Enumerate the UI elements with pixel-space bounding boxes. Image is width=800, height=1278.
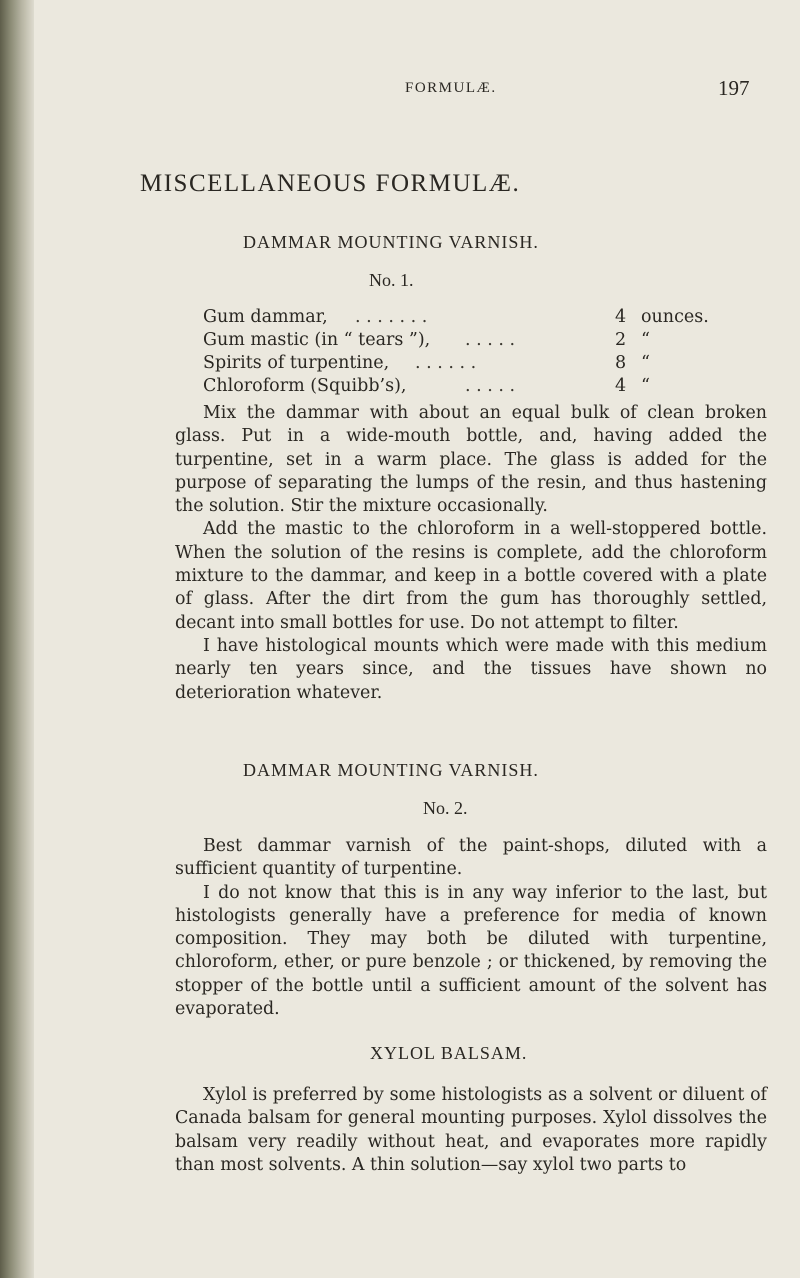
ingredient-unit: “ bbox=[641, 330, 650, 350]
paragraph: Best dammar varnish of the paint-shops, diluted with a sufficient quantity of turpentine. bbox=[175, 836, 767, 880]
ingredient-name: Spirits of turpentine, bbox=[203, 353, 390, 373]
section-heading-dammar-1: DAMMAR MOUNTING VARNISH. bbox=[243, 232, 539, 252]
section-number-1: No. 1. bbox=[369, 270, 414, 290]
ingredient-name: Gum mastic (in “ tears ”), bbox=[203, 330, 431, 350]
paragraph: I do not know that this is in any way inferior to the last, but histologists generally have a preference for media of known composition. They may both be diluted with turpentine, chloroform, ether, or pure benzole ; or thickened, by removing the stopper of the bottle until a sufficient amount of the solvent has evaporated. bbox=[175, 882, 767, 1020]
ingredient-quantity: 8 bbox=[615, 353, 627, 373]
section-heading-xylol: XYLOL BALSAM. bbox=[370, 1043, 528, 1063]
leader-dots: . . . . . . . bbox=[355, 307, 428, 327]
ingredient-quantity: 4 bbox=[615, 307, 627, 327]
running-head: FORMULÆ. bbox=[405, 80, 497, 96]
leader-dots: . . . . . . bbox=[415, 353, 477, 373]
page-number: 197 bbox=[718, 76, 750, 100]
ingredient-unit: “ bbox=[641, 353, 650, 373]
paragraph: I have histological mounts which were made with this medium nearly ten years since, and the tissues have shown no deterioration whatever. bbox=[175, 635, 767, 703]
ingredient-row bbox=[203, 352, 763, 375]
ingredient-row bbox=[203, 329, 763, 352]
section-2-body bbox=[175, 835, 767, 1021]
leader-dots: . . . . . bbox=[465, 376, 516, 396]
ingredient-quantity: 4 bbox=[615, 376, 627, 396]
section-number-2: No. 2. bbox=[423, 798, 468, 818]
ingredient-name: Gum dammar, bbox=[203, 307, 328, 327]
leader-dots: . . . . . bbox=[465, 330, 516, 350]
ingredient-row bbox=[203, 375, 763, 398]
section-1-body bbox=[175, 402, 767, 705]
paragraph: Mix the dammar with about an equal bulk of clean broken glass. Put in a wide-mouth bottle, and, having added the turpentine, set in a warm place. The glass is added for the purpose of separating the lumps of the resin, and thus hastening the solution. Stir the mixture occasionally. bbox=[175, 403, 767, 517]
paragraph: Add the mastic to the chloroform in a well-stoppered bottle. When the solution of the resins is complete, add the chloroform mixture to the dammar, and keep in a bottle covered with a plate of glass. After the dirt from the gum has thoroughly settled, decant into small bottles for use. Do not attempt to filter. bbox=[175, 519, 767, 633]
section-3-body bbox=[175, 1084, 767, 1177]
ingredient-unit: “ bbox=[641, 376, 650, 396]
ingredient-unit: ounces. bbox=[641, 307, 709, 327]
ingredient-name: Chloroform (Squibb’s), bbox=[203, 376, 407, 396]
ingredient-quantity: 2 bbox=[615, 330, 627, 350]
ingredient-row bbox=[203, 306, 763, 329]
section-heading-dammar-2: DAMMAR MOUNTING VARNISH. bbox=[243, 760, 539, 780]
paragraph: Xylol is preferred by some histologists as a solvent or diluent of Canada balsam for general mounting purposes. Xylol dissolves the balsam very readily without heat, and evaporates more rapidly than most solvents. A thin solution—say xylol two parts to bbox=[175, 1085, 767, 1175]
ingredient-list bbox=[203, 306, 763, 398]
page-title: MISCELLANEOUS FORMULÆ. bbox=[140, 170, 521, 197]
